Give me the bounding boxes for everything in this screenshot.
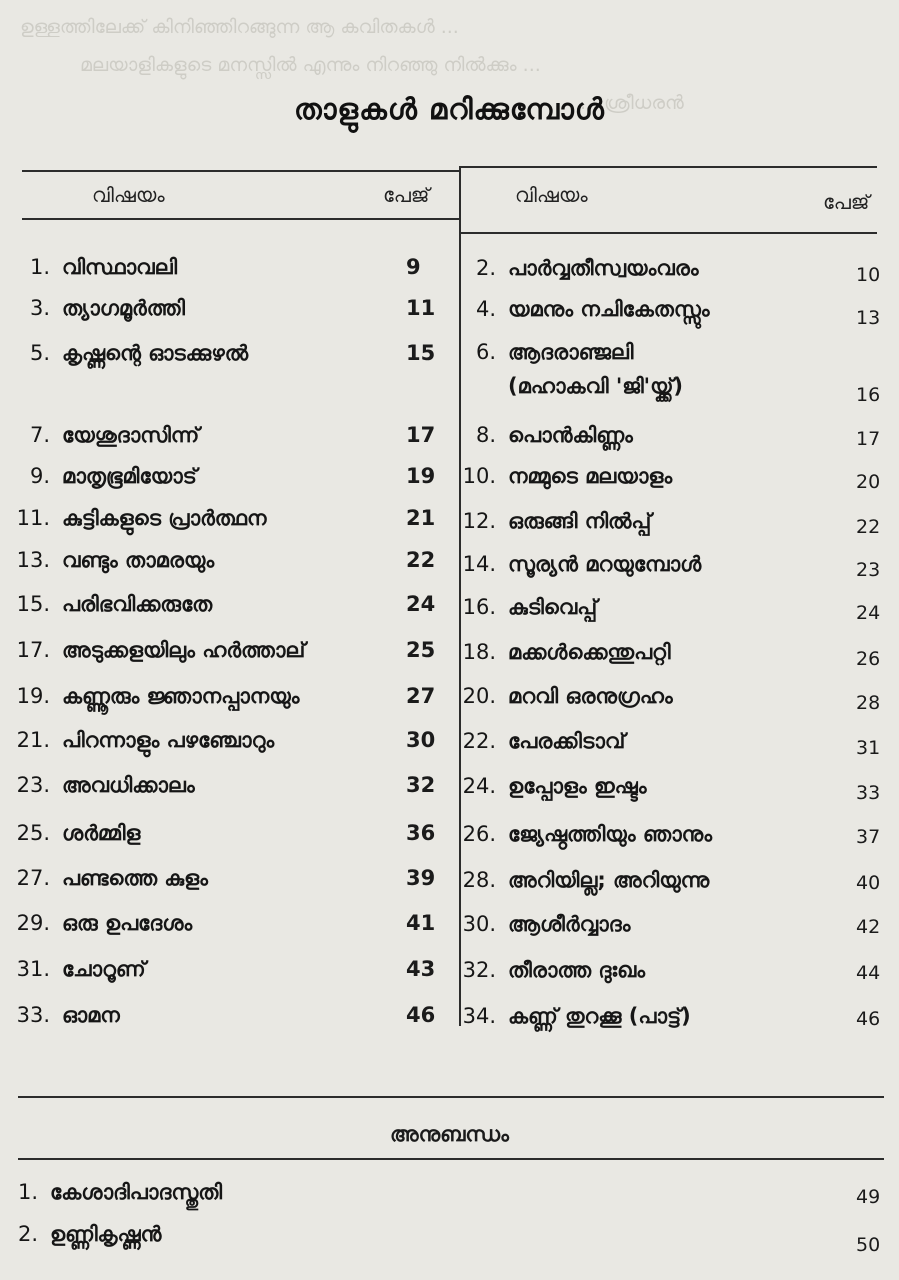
page-number: 17 <box>856 428 881 450</box>
page-number: 23 <box>856 559 881 581</box>
page-number: 10 <box>856 264 881 286</box>
page-number: 22 <box>856 516 881 538</box>
page-number: 33 <box>856 782 881 804</box>
header-top-rule-left <box>22 170 459 172</box>
page-number: 24 <box>406 592 436 616</box>
list-item: 12. ഒരുങ്ങി നിൽപ്പ് <box>462 509 652 533</box>
bleed-line: മലയാളികളുടെ മനസ്സിൽ എന്നും നിറഞ്ഞു നിൽക്കും ... <box>80 54 541 76</box>
list-item: 4. യമനും നചികേതസ്സും <box>475 297 710 321</box>
bleed-line: ... ശ്രീധരൻ <box>580 92 684 114</box>
page-number: 31 <box>856 737 881 759</box>
list-item-continued: (മഹാകവി 'ജി'യ്ക്ക്) <box>508 374 684 398</box>
page-number: 37 <box>856 826 881 848</box>
page-number: 19 <box>406 464 436 488</box>
page-number: 26 <box>856 648 881 670</box>
list-item: 27. പണ്ടത്തെ കുളം <box>16 866 208 890</box>
page-number: 50 <box>856 1234 881 1256</box>
page-number: 20 <box>856 471 881 493</box>
list-item: 24. ഉപ്പോളം ഇഷ്ടം <box>462 774 647 798</box>
list-item: 23. അവധിക്കാലം <box>16 773 195 797</box>
list-item: 5. കൃഷ്ണന്റെ ഓടക്കുഴൽ <box>29 341 249 365</box>
page-number: 46 <box>856 1008 881 1030</box>
list-item: 11. കുട്ടികളുടെ പ്രാർത്ഥന <box>16 506 267 530</box>
list-item: 7. യേശുദാസിന്ന് <box>29 423 200 447</box>
list-item: 22. പേരക്കിടാവ് <box>462 729 626 753</box>
list-item: 29. ഒരു ഉപദേശം <box>16 911 193 935</box>
list-item: 31. ചോറൂണ് <box>16 957 146 981</box>
page-number: 22 <box>406 548 436 572</box>
appendix-item: 2. ഉണ്ണികൃഷ്ണൻ <box>17 1222 162 1246</box>
list-item: 13. വണ്ടും താമരയും <box>16 548 215 572</box>
page-number: 30 <box>406 728 436 752</box>
list-item: 18. മക്കൾക്കെന്തുപറ്റി <box>462 640 671 664</box>
list-item: 1. വിസ്ഥാവലി <box>29 255 178 279</box>
list-item: 14. സൂര്യൻ മറയുമ്പോൾ <box>462 552 702 576</box>
header-page-left: പേജ് <box>383 183 430 207</box>
page-number: 24 <box>856 602 881 624</box>
list-item: 30. ആശീർവ്വാദം <box>462 912 631 936</box>
header-top-rule-right <box>459 166 877 168</box>
list-item: 16. കുടിവെപ്പ് <box>462 595 598 619</box>
page-number: 39 <box>406 866 436 890</box>
list-item: 32. തീരാത്ത ദുഃഖം <box>462 958 646 982</box>
header-subject-right: വിഷയം <box>515 183 588 207</box>
list-item: 15. പരിഭവിക്കരുതേ <box>16 592 213 616</box>
page-number: 15 <box>406 341 436 365</box>
list-item: 21. പിറന്നാളും പഴഞ്ചോറും <box>16 728 275 752</box>
bleed-line: ഉള്ളത്തിലേക്ക് കിനിഞ്ഞിറങ്ങുന്ന ആ കവിതകൾ ... <box>20 16 459 38</box>
list-item: 9. മാതൃഭൂമിയോട് <box>29 464 197 488</box>
page-number: 11 <box>406 296 436 320</box>
page-title: താളുകൾ മറിക്കുമ്പോൾ <box>294 92 605 126</box>
page-number: 21 <box>406 506 436 530</box>
page-number: 27 <box>406 684 436 708</box>
list-item: 26. ജ്യേഷ്ഠത്തിയും ഞാനും <box>462 822 713 846</box>
page-number: 40 <box>856 872 881 894</box>
page-number: 36 <box>406 821 436 845</box>
list-item: 20. മറവി ഒരനുഗ്രഹം <box>462 684 673 708</box>
page-number: 28 <box>856 692 881 714</box>
page-number: 13 <box>856 307 881 329</box>
list-item: 19. കണ്ണൂരും ജ്ഞാനപ്പാനയും <box>16 684 300 708</box>
appendix-top-rule <box>18 1096 884 1098</box>
list-item: 2. പാർവ്വതീസ്വയംവരം <box>475 256 699 280</box>
page-number: 17 <box>406 423 436 447</box>
header-subject-left: വിഷയം <box>92 183 165 207</box>
page-number: 16 <box>856 384 881 406</box>
page-number: 32 <box>406 773 436 797</box>
list-item: 8. പൊൻകിണ്ണം <box>475 423 633 447</box>
page-number: 46 <box>406 1003 436 1027</box>
appendix-title: അനുബന്ധം <box>390 1122 509 1146</box>
list-item: 17. അടുക്കളയിലും ഹർത്താല് <box>16 638 306 662</box>
list-item: 33. ഓമന <box>16 1003 120 1027</box>
appendix-item: 1. കേശാദിപാദസ്തുതി <box>17 1180 223 1204</box>
page-number: 9 <box>406 255 421 279</box>
page-number: 25 <box>406 638 436 662</box>
page-number: 44 <box>856 962 881 984</box>
header-page-right: പേജ് <box>823 190 870 214</box>
page-number: 41 <box>406 911 436 935</box>
list-item: 25. ശർമ്മിള <box>16 821 141 845</box>
list-item: 34. കണ്ണ് തുറക്കൂ (പാട്ട്) <box>462 1004 691 1028</box>
page-number: 43 <box>406 957 436 981</box>
page-number: 42 <box>856 916 881 938</box>
appendix-bottom-rule <box>18 1158 884 1160</box>
page-number: 49 <box>856 1186 881 1208</box>
list-item: 10. നമ്മുടെ മലയാളം <box>462 464 673 488</box>
header-bottom-rule-right <box>459 232 877 234</box>
list-item: 6. ആദരാഞ്ജലി <box>475 340 634 364</box>
list-item: 3. ത്യാഗമൂർത്തി <box>29 296 185 320</box>
list-item: 28. അറിയില്ല; അറിയുന്നു <box>462 868 710 892</box>
header-bottom-rule-left <box>22 218 459 220</box>
